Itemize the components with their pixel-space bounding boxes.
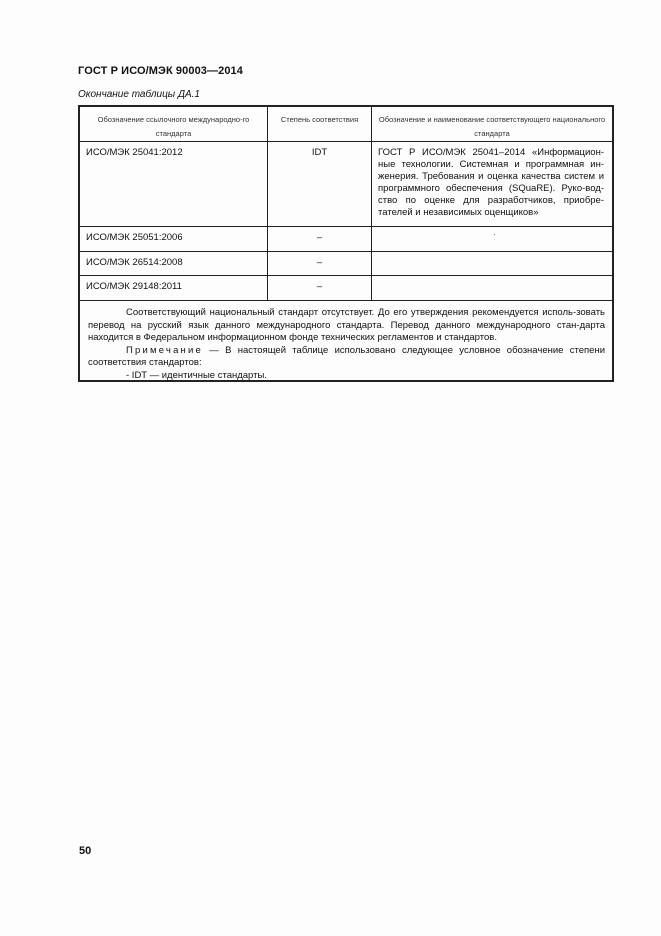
degree-cell: –	[267, 252, 371, 276]
document-header: ГОСТ Р ИСО/МЭК 90003—2014	[78, 65, 243, 77]
note-text: В настоящей таблице использовано следующее условное обозначение степени соответствия стандартов:	[88, 344, 605, 368]
column-header-reference-standard: Обозначение ссылочного международно-го стандарта	[97, 115, 250, 138]
table-caption: Окончание таблицы ДА.1	[78, 89, 200, 100]
national-standard-cell: ГОСТ Р ИСО/МЭК 25041–2014 «Информацион-ные технологии. Системная и программная ин-женерия. Требования и оценка качества систем и программного обеспечения (SQuaRE). Руко-вод-ство по оценке для разработчиков, приобре-тателей и независимых оценщиков»	[371, 142, 612, 227]
standards-table	[78, 105, 614, 382]
national-standard-cell	[371, 252, 612, 276]
note-idt-line: - IDT — идентичные стандарты.	[126, 369, 267, 381]
national-standard-cell	[371, 276, 612, 301]
reference-standard-cell: ИСО/МЭК 25041:2012	[86, 147, 183, 158]
reference-standard-cell: ИСО/МЭК 25051:2006	[86, 232, 183, 243]
table-note-row	[80, 300, 612, 380]
note-paragraph	[88, 345, 605, 370]
note-paragraph: Соответствующий национальный стандарт отсутствует. До его утверждения рекомендуется исполь-зовать перевод на русский язык данного международного стандарта. Перевод данного международного стан-дарта находится в Федеральном информационном фонде технических регламентов и стандартов.	[88, 307, 605, 343]
national-standard-cell	[371, 227, 612, 252]
note-dash: —	[203, 344, 226, 356]
table-header-row	[80, 107, 612, 141]
dot-mark: ·	[493, 230, 496, 239]
column-header-national-standard: Обозначение и наименование соответствующего национального стандарта	[371, 107, 612, 141]
degree-cell: –	[267, 227, 371, 252]
column-header-degree: Степень соответствия	[267, 107, 371, 141]
reference-standard-cell: ИСО/МЭК 29148:2011	[86, 281, 182, 292]
table-row	[80, 141, 612, 227]
page-number: 50	[79, 845, 92, 857]
table-row	[80, 226, 612, 252]
degree-cell: –	[267, 276, 371, 301]
reference-standard-cell: ИСО/МЭК 26514:2008	[86, 257, 183, 268]
degree-cell: IDT	[267, 142, 371, 227]
table-row	[80, 275, 612, 301]
table-note	[80, 301, 612, 382]
table-row	[80, 251, 612, 276]
note-label: Примечание	[126, 344, 203, 356]
